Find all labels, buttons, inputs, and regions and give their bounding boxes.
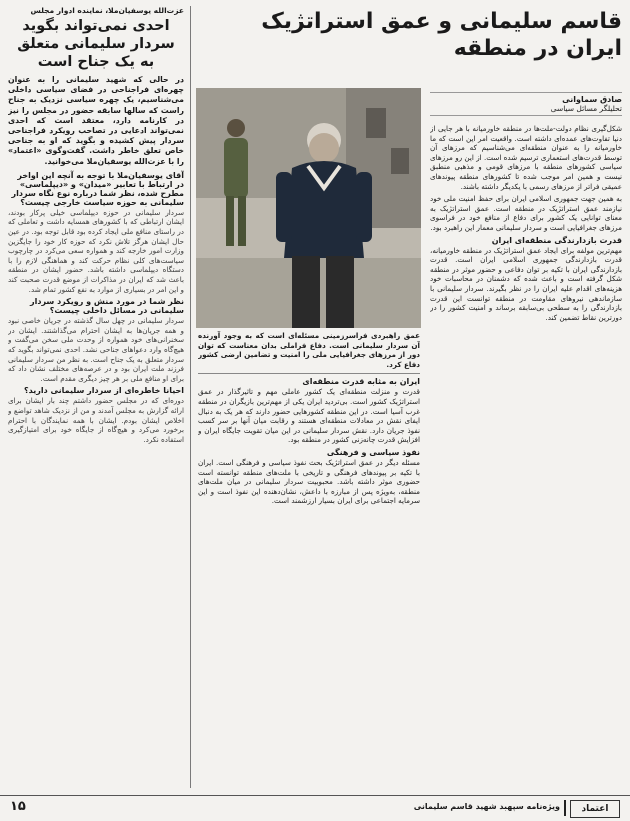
interview-answer-3: دوره‌ای که در مجلس حضور داشتم چند بار ایشان برای ارائه گزارش به مجلس آمدند و من از نزدیک شاهد تواضع و اخلاص ایشان بودم. ایشان با همه نمایندگان با احترام برخورد می‌کرد و هیچ‌گاه از جایگاه خود برای امتیازگیری استفاده نکرد. [8, 396, 184, 444]
article-column-middle [198, 331, 420, 788]
caption-divider [198, 373, 420, 374]
article-column-right [430, 124, 622, 788]
author-name: صادق سماوانی [562, 95, 622, 104]
right-paragraph-2: به همین جهت جمهوری اسلامی ایران برای حفظ امنیت ملی خود نیازمند عمق استراتژیک در منطقه است. عمق استراتژیک به معنای توانایی یک کشور برای دفاع از منافع خود در فراسوی مرزهای جغرافیایی است و سردار سلیمانی معمار این راهبرد بود. [430, 194, 622, 232]
middle-subheading-1: ایران به مثابه قدرت منطقه‌ای [302, 377, 420, 387]
byline [430, 92, 622, 116]
interview-question-3: احیانا خاطره‌ای از سردار سلیمانی دارید؟ [23, 386, 184, 396]
interview-answer-1: سردار سلیمانی در حوزه دیپلماسی خیلی پرکار بودند، ایشان ارتباطی که با کشورهای همسایه داشت و تعاملی که در راستای منافع ملی ایجاد کرده بود قابل توجه بود. در عین حال ایشان هرگز تلاش نکرد که حوزه کار خود را جایگزین وزارت امور خارجه کند و همواره سعی می‌کرد در چارچوب سیاست‌های کلی نظام حرکت کند و هماهنگی لازم را با دستگاه دیپلماسی داشته باشد. حضور ایشان در منطقه باعث شد که ایران در مذاکرات از موضع قدرت صحبت کند و این امر در بسیاری از موارد به نفع کشور تمام شد. [8, 207, 184, 294]
main-headline: قاسم سلیمانی و عمق استراتژیک ایران در منطقه [261, 9, 622, 61]
page-number: ۱۵ [10, 799, 26, 814]
page-footer [0, 795, 630, 821]
author-role: تحلیلگر مسائل سیاسی [550, 104, 622, 113]
right-subheading: قدرت بازدارندگی منطقه‌ای ایران [491, 235, 622, 245]
right-paragraph-3: مهم‌ترین مولفه برای ایجاد عمق استراتژیک در منطقه خاورمیانه، قدرت بازدارندگی جمهوری اسلامی ایران است. قدرت بازدارندگی ایران با تکیه بر توان دفاعی و حضور موثر در منطقه شکل گرفته است و باعث شده که دشمنان در محاسبات خود هزینه‌های اقدام علیه ایران را در نظر بگیرند. سردار سلیمانی با سازماندهی نیروهای مقاومت در منطقه توانست این قدرت بازدارندگی را به سطحی بی‌سابقه برساند و امنیت کشور را در دورترین نقاط تضمین کند. [430, 245, 622, 322]
interview-lead: در حالی که شهید سلیمانی را به عنوان چهره‌ای فراجناحی در فضای سیاسی داخلی می‌شناسیم، یک چهره سیاسی نزدیک به جناح راست که سالها سابقه حضور در مجلس را نیز در کارنامه دارد، معتقد است که احدی نمی‌تواند ادعایی در تصاحب رویکرد فراجناحی سردار پیش کشیده و بگوید که او به جناحی خاص تعلق خاطر داشت. گفت‌وگوی «اعتماد» را با عزت‌الله یوسفیان‌ملا می‌خوانید. [8, 75, 184, 166]
right-paragraph-1: شکل‌گیری نظام دولت-ملت‌ها در منطقه خاورمیانه با هر جایی از دنیا تفاوت‌های عمده‌ای داشته است. واقعیت امر این است که ما خاورمیانه را به عنوان منطقه‌ای می‌شناسیم که مرزهای آن توسط قدرت‌های استعماری ترسیم شده است. از این رو مرزهای سیاسی کشورهای منطقه با مرزهای قومی و مذهبی منطبق نیست و همین امر موجب شده تا کشورهای منطقه پیوندهای عمیقی فراتر از مرزهای رسمی با یکدیگر داشته باشند. [430, 124, 622, 191]
middle-subheading-2: نفوذ سیاسی و فرهنگی [326, 447, 420, 457]
newspaper-logo: اعتماد [570, 800, 620, 818]
article-photo [196, 88, 421, 328]
section-label: ویژه‌نامه سپهبد شهید قاسم سلیمانی [413, 802, 560, 811]
footer-separator [564, 800, 566, 816]
photo-caption: عمق راهبردی فراسرزمینی مسئله‌ای است که به وجود آورنده آن سردار سلیمانی است. دفاع فراملی بدان معناست که توان دور از مرزهای جغرافیایی ملی را امنیت و تضامین ارضی کشور دفاع کرد. [198, 331, 420, 369]
middle-paragraph-1: قدرت و منزلت منطقه‌ای یک کشور عاملی مهم و تاثیرگذار در عمق استراتژیک کشور است. بی‌تردید ایران یکی از مهم‌ترین بازیگران در منطقه غرب آسیا است. در این منطقه کشورهایی حضور دارند که هر یک به دنبال ایفای نقش در معادلات منطقه‌ای هستند و رقابت میان آنها بر سر کسب نفوذ جریان دارد. نقش سردار سلیمانی در این میان تقویت جایگاه ایران و افزایش قدرت چانه‌زنی کشور در منطقه بود. [198, 387, 420, 445]
interview-answer-2: سردار سلیمانی در چهل سال گذشته در جریان خاصی نبود و همه جریان‌ها به ایشان احترام می‌گذاشتند. ایشان در سخنرانی‌های خود همواره از وحدت ملی سخن می‌گفت و هیچ‌گاه وارد دعواهای جناحی نشد. احدی نمی‌تواند بگوید که سردار متعلق به یک جناح است. به نظر من سردار سلیمانی فرزند ملت ایران بود و در عرصه‌های مختلف نشان داد که برای او منافع ملی بر هر چیز دیگری مقدم است. [8, 316, 184, 383]
interview-title: احدی نمی‌تواند بگوید سردار سلیمانی متعلق به یک جناح است [17, 18, 175, 70]
interview-column [8, 6, 184, 790]
interview-question-2: نظر شما در مورد منش و رویکرد سردار سلیمانی در مسائل داخلی چیست؟ [29, 297, 184, 316]
middle-paragraph-2: مسئله دیگر در عمق استراتژیک بحث نفوذ سیاسی و فرهنگی است. ایران با تکیه بر پیوندهای فرهنگی و تاریخی با ملت‌های منطقه توانسته است حضوری موثر داشته باشد. محبوبیت سردار سلیمانی در میان ملت‌های منطقه، به‌ویژه پس از مبارزه با داعش، نشان‌دهنده این نفوذ است و این سرمایه اجتماعی برای ایران بسیار ارزشمند است. [198, 457, 420, 506]
interview-question-1: آقای یوسفیان‌ملا با توجه به آنچه این اواخر در ارتباط با تعابیر «میدان» و «دیپلماسی» مطرح شده، نظر شما درباره نوع نگاه سردار سلیمانی به حوزه سیاست خارجی چیست؟ [11, 170, 184, 207]
interview-kicker: عزت‌الله یوسفیان‌ملا، نماینده ادوار مجلس [30, 6, 184, 15]
column-divider [190, 6, 191, 788]
